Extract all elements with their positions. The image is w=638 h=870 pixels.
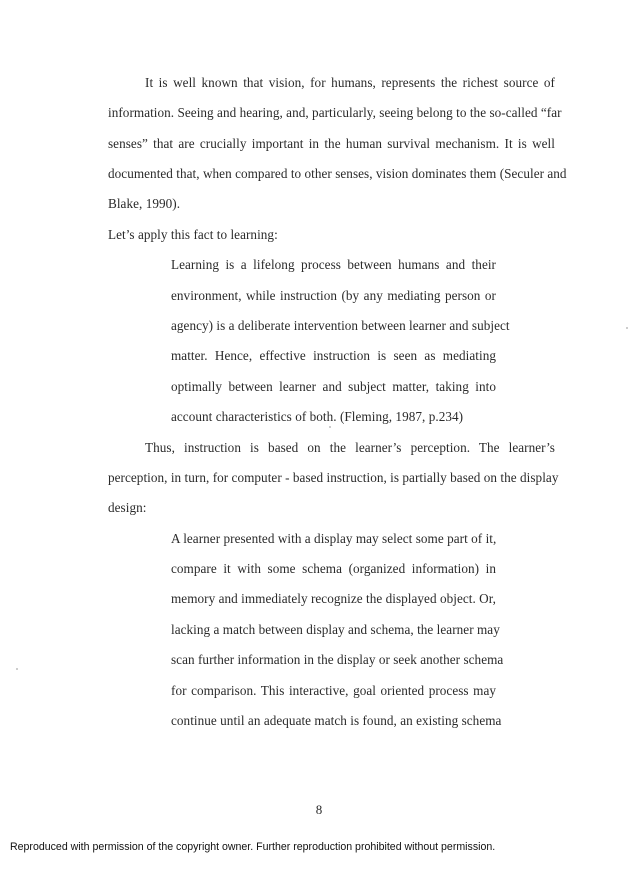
paragraph-1-line-1: It is well known that vision, for humans, represents the richest source of [145, 75, 555, 90]
scan-speck [329, 426, 331, 428]
intro-line: Let’s apply this fact to learning: [108, 227, 278, 242]
paragraph-1-line-5: Blake, 1990). [108, 196, 181, 211]
paragraph-1-line-4: documented that, when compared to other senses, vision dominates them (Seculer and [108, 166, 567, 181]
quote-2-line-2: compare it with some schema (organized information) in [171, 561, 496, 576]
paragraph-2-line-1: Thus, instruction is based on the learner’s perception. The learner’s [145, 440, 555, 455]
quote-1-line-6: account characteristics of both. (Fleming, 1987, p.234) [171, 409, 464, 424]
quote-1-line-1: Learning is a lifelong process between humans and their [171, 257, 496, 272]
quote-2-line-5: scan further information in the display or seek another schema [171, 652, 504, 667]
paragraph-2-line-3: design: [108, 500, 147, 515]
quote-1-line-4: matter. Hence, effective instruction is seen as mediating [171, 348, 496, 363]
paragraph-1-line-2: information. Seeing and hearing, and, particularly, seeing belong to the so-called “far [108, 105, 562, 120]
quote-2-line-4: lacking a match between display and schema, the learner may [171, 622, 500, 637]
quote-1-line-2: environment, while instruction (by any mediating person or [171, 288, 496, 303]
scan-speck [16, 668, 18, 670]
quote-2-line-1: A learner presented with a display may select some part of it, [171, 531, 497, 546]
paragraph-2-line-2: perception, in turn, for computer - based instruction, is partially based on the display [108, 470, 559, 485]
quote-1-line-3: agency) is a deliberate intervention between learner and subject [171, 318, 510, 333]
paragraph-1-line-3: senses” that are crucially important in the human survival mechanism. It is well [108, 136, 555, 151]
quote-2-line-7: continue until an adequate match is found, an existing schema [171, 713, 502, 728]
quote-2-line-3: memory and immediately recognize the displayed object. Or, [171, 591, 496, 606]
quote-2-line-6: for comparison. This interactive, goal oriented process may [171, 683, 496, 698]
scan-speck [626, 327, 628, 329]
copyright-footer: Reproduced with permission of the copyright owner. Further reproduction prohibited without permission. [10, 841, 496, 853]
quote-1-line-5: optimally between learner and subject matter, taking into [171, 379, 496, 394]
page-number: 8 [315, 802, 323, 817]
